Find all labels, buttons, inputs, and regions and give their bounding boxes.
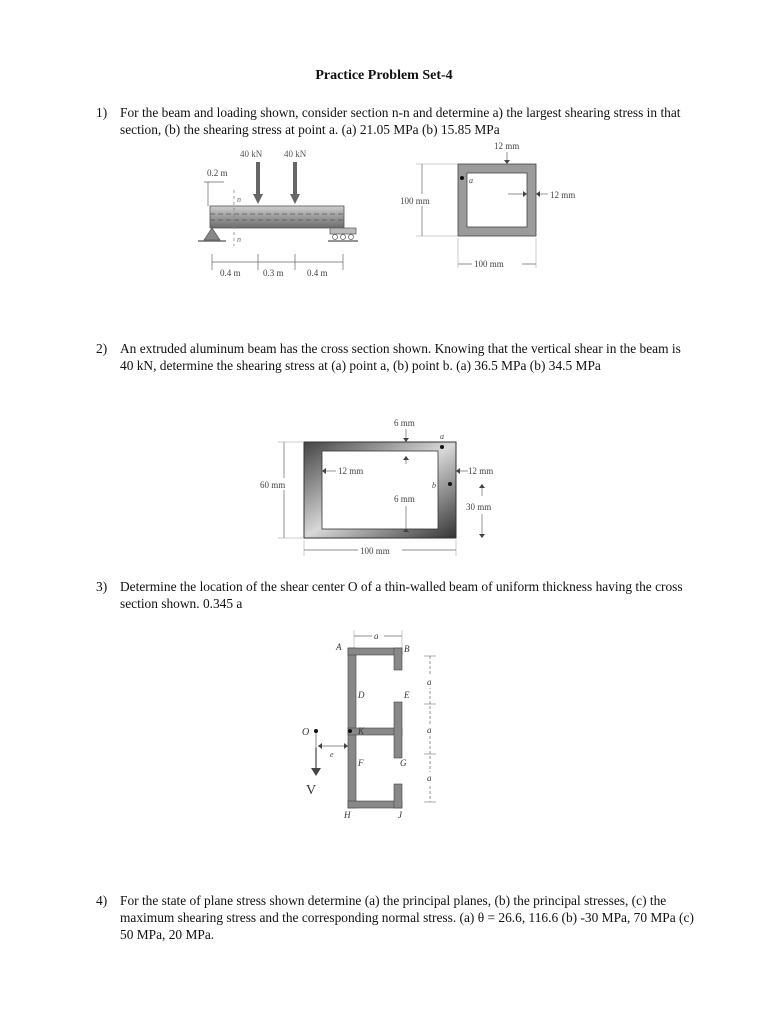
- problem-1: [96, 104, 696, 138]
- arrowhead: [344, 743, 348, 749]
- point-b-label: b: [432, 481, 436, 490]
- thickness-label: 6 mm: [394, 494, 415, 504]
- problem-text: For the beam and loading shown, consider section n-n and determine a) the largest shearing stress in that section, (b) the shearing stress at point a. (a) 21.05 MPa (b) 15.85 MPa: [120, 105, 681, 137]
- shear-force-arrowhead: [311, 768, 321, 776]
- point-G: G: [400, 758, 407, 768]
- problem-text: Determine the location of the shear center O of a thin-walled beam of uniform thickness having the cross section shown. 0.345 a: [120, 579, 683, 611]
- point-F: F: [358, 758, 364, 768]
- span-label: 0.4 m: [220, 268, 241, 278]
- section-label-n: n: [237, 195, 241, 204]
- thickness-label: 6 mm: [394, 418, 415, 428]
- thickness-label: 12 mm: [550, 190, 576, 200]
- arrowhead: [318, 743, 322, 749]
- load-arrowhead: [253, 194, 263, 204]
- depth-label: 30 mm: [466, 502, 492, 512]
- roller-support: [330, 228, 356, 234]
- point-K-marker: [348, 729, 352, 733]
- dim-a: a: [427, 773, 432, 783]
- arrowhead: [479, 484, 485, 488]
- box-section-figure: [396, 138, 596, 278]
- pin-support: [204, 228, 220, 240]
- point-a-label: a: [440, 432, 444, 441]
- point-K: K: [358, 726, 365, 736]
- section-label-n: n: [237, 235, 241, 244]
- shear-force-label: V: [306, 783, 317, 798]
- load-label: 40 kN: [240, 149, 263, 159]
- point-E: E: [404, 690, 410, 700]
- thickness-label: 12 mm: [338, 466, 364, 476]
- beam: [210, 206, 344, 228]
- dim-a: a: [374, 631, 379, 641]
- problem-number: 3): [96, 579, 108, 594]
- thickness-label: 12 mm: [468, 466, 494, 476]
- thickness-label: 12 mm: [494, 141, 520, 151]
- problem-number: 4): [96, 893, 108, 908]
- problem-text: An extruded aluminum beam has the cross section shown. Knowing that the vertical shear in the beam is 40 kN, determine the shearing stress at (a) point a, (b) point b. (a) 36.5 MPa (b) 34.5 MPa: [120, 341, 681, 373]
- point-a-marker: [440, 445, 444, 449]
- shear-center-marker: [314, 729, 318, 733]
- arrowhead: [479, 534, 485, 538]
- roller: [333, 235, 338, 240]
- problem-number: 1): [96, 105, 108, 120]
- span-label: 0.3 m: [263, 268, 284, 278]
- point-J: J: [398, 810, 402, 820]
- point-B: B: [404, 644, 410, 654]
- box-inner: [467, 173, 527, 227]
- beam-figure: [192, 142, 362, 286]
- dim-a: a: [427, 725, 432, 735]
- page-title: Practice Problem Set-4: [315, 68, 453, 83]
- arrowhead: [536, 191, 540, 197]
- height-label: 60 mm: [260, 480, 286, 490]
- problem-3: [96, 578, 696, 612]
- eccentricity-label: e: [330, 750, 334, 759]
- point-a-marker: [460, 176, 464, 180]
- arrowhead: [456, 468, 460, 474]
- load-label: 40 kN: [284, 149, 307, 159]
- middle-lip: [394, 702, 402, 758]
- point-H: H: [344, 810, 351, 820]
- dim-a: a: [427, 677, 432, 687]
- width-label: 100 mm: [474, 259, 504, 269]
- width-label: 100 mm: [360, 546, 390, 556]
- roller: [341, 235, 346, 240]
- shear-center-O: O: [302, 727, 310, 738]
- bottom-lip: [394, 784, 402, 808]
- top-lip: [394, 648, 402, 670]
- beam-height-label: 0.2 m: [207, 168, 228, 178]
- problem-4: [96, 892, 696, 943]
- load-arrowhead: [290, 194, 300, 204]
- point-a-label: a: [469, 176, 473, 185]
- point-A: A: [336, 642, 342, 652]
- section-inner: [322, 451, 438, 529]
- arrowhead: [403, 438, 409, 442]
- problem-number: 2): [96, 341, 108, 356]
- problem-text: For the state of plane stress shown determine (a) the principal planes, (b) the principal stresses, (c) the maximum shearing stress and the corresponding normal stress. (a) θ = 26.6, 116.6 (b) -30 MPa, 70 MPa (c) 50 MPa, 20 MPa.: [120, 893, 694, 942]
- extruded-section-figure: [254, 414, 514, 562]
- point-D: D: [358, 690, 365, 700]
- roller: [349, 235, 354, 240]
- span-label: 0.4 m: [307, 268, 328, 278]
- height-label: 100 mm: [400, 196, 430, 206]
- thin-walled-section-figure: [290, 624, 460, 824]
- point-b-marker: [448, 482, 452, 486]
- arrowhead: [504, 160, 510, 164]
- problem-2: [96, 340, 696, 374]
